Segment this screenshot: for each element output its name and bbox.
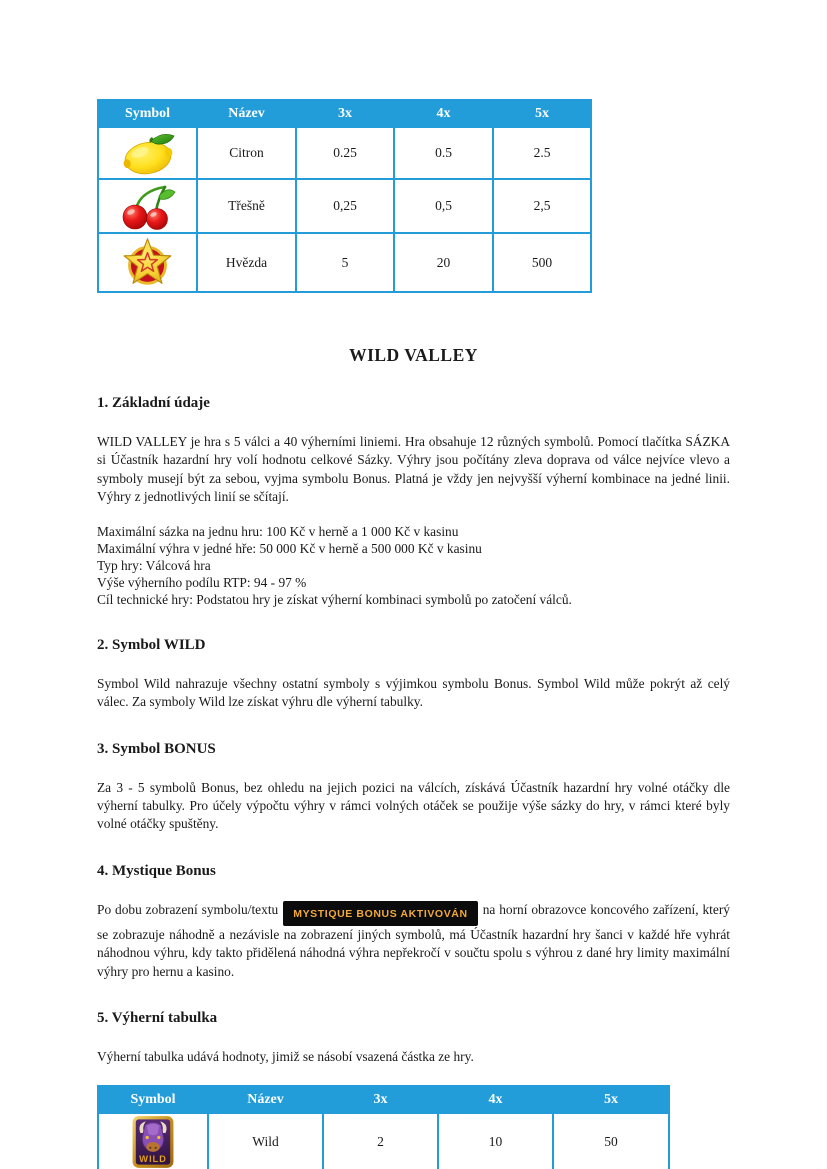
payout-5x: 2.5 [493,127,591,179]
paytable-header-row [98,100,591,127]
symbol-cell [98,127,197,179]
detail-typ-hry: Typ hry: Válcová hra [97,558,211,574]
symbol-cell [98,1113,208,1169]
payout-4x: 10 [438,1113,553,1169]
cherries-icon [119,182,177,230]
column-header-3x: 3x [323,1086,438,1113]
paragraph-symbol-bonus: Za 3 - 5 symbolů Bonus, bez ohledu na jejich pozici na válcích, získává Účastník hazardní hry volné otáčky dle výherní tabulky. Pro účely výpočtu výhry v rámci volných otáček se použije výše sázky do hry, v rámci které byly volné otáčky spuštěny. [97,779,730,832]
column-header-3x: 3x [296,100,394,127]
symbol-name: Wild [208,1113,323,1169]
payout-4x: 0,5 [394,179,493,233]
column-header-4x: 4x [394,100,493,127]
paytable-wild [97,1085,670,1169]
detail-max-vyhra: Maximální výhra v jedné hře: 50 000 Kč v herně a 500 000 Kč v kasinu [97,541,482,557]
mystique-bonus-badge: MYSTIQUE BONUS AKTIVOVÁN [283,901,477,926]
section-heading-mystique-bonus: 4. Mystique Bonus [97,862,216,879]
document-content [97,99,730,1169]
section-heading-vyherni-tabulka: 5. Výherní tabulka [97,1009,218,1026]
payout-5x: 500 [493,233,591,292]
star-icon [121,236,174,289]
column-header-nazev: Název [197,100,296,127]
lemon-icon [117,130,179,176]
page-title: WILD VALLEY [349,345,478,365]
payout-3x: 2 [323,1113,438,1169]
payout-5x: 50 [553,1113,669,1169]
detail-cil-hry: Cíl technické hry: Podstatou hry je získat výherní kombinaci symbolů po zatočení válců. [97,592,572,608]
section-heading-symbol-bonus: 3. Symbol BONUS [97,740,216,757]
paytable-symbols [97,99,592,293]
payout-5x: 2,5 [493,179,591,233]
column-header-nazev: Název [208,1086,323,1113]
table-row-citron [98,127,591,179]
paragraph-symbol-wild: Symbol Wild nahrazuje všechny ostatní symboly s výjimkou symbolu Bonus. Symbol Wild může pokrýt až celý válec. Za symboly Wild lze získat výhru dle výherní tabulky. [97,676,730,710]
column-header-symbol: Symbol [98,100,197,127]
paytable-header-row [98,1086,669,1113]
column-header-5x: 5x [493,100,591,127]
wild-icon [132,1116,174,1168]
column-header-4x: 4x [438,1086,553,1113]
section-heading-zakladni-udaje: 1. Základní údaje [97,395,210,411]
symbol-cell [98,179,197,233]
paragraph-zakladni-udaje: WILD VALLEY je hra s 5 válci a 40 výherními liniemi. Hra obsahuje 12 různých symbolů. Pomocí tlačítka SÁZKA si Účastník hazardní hry volí hodnotu celkové Sázky. Výhry jsou počítány zleva doprava od válce nejvíce vlevo a symboly musejí být za sebou, vyjma symbolu Bonus. Platná je vždy jen nejvyšší výherní kombinace na jedné linii. Výhry z jednotlivých linií se sčítají. [97,434,730,504]
mystique-text-after: na horní obrazovce koncového zařízení, který se zobrazuje náhodně a nezávisle na zobrazení jiných symbolů, má Účastník hazardní hry šanci v každé hře vyhrát náhodnou výhru, kdy takto přidělená náhodná výhra nepřekročí v součtu spolu s výhrou z dané hry limity maximální výhry pro hernu a kasino. [97,901,730,979]
symbol-name: Hvězda [197,233,296,292]
payout-4x: 20 [394,233,493,292]
column-header-5x: 5x [553,1086,669,1113]
table-row-tresne [98,179,591,233]
detail-rtp: Výše výherního podílu RTP: 94 - 97 % [97,575,307,591]
column-header-symbol: Symbol [98,1086,208,1113]
mystique-text-before: Po dobu zobrazení symbolu/textu [97,901,279,917]
payout-4x: 0.5 [394,127,493,179]
symbol-name: Citron [197,127,296,179]
table-row-hvezda [98,233,591,292]
section-heading-symbol-wild: 2. Symbol WILD [97,637,206,654]
paragraph-mystique-bonus [97,901,730,981]
svg-text:WILD: WILD [139,1153,167,1165]
symbol-name: Třešně [197,179,296,233]
payout-3x: 0,25 [296,179,394,233]
table-row-wild [98,1113,669,1169]
detail-max-sazka: Maximální sázka na jednu hru: 100 Kč v herně a 1 000 Kč v kasinu [97,524,459,540]
game-details-list [97,523,730,608]
paragraph-vyherni-tabulka: Výherní tabulka udává hodnoty, jimiž se násobí vsazená částka ze hry. [97,1048,474,1064]
payout-3x: 0.25 [296,127,394,179]
payout-3x: 5 [296,233,394,292]
symbol-cell [98,233,197,292]
